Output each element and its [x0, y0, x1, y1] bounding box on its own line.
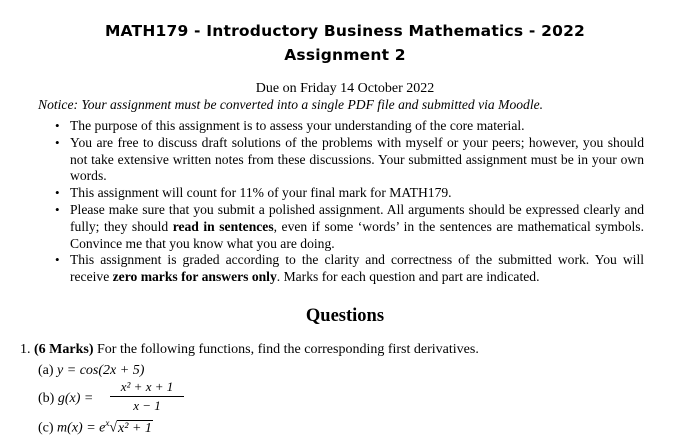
list-item: • Please make sure that you submit a polished assignment. All arguments should be expressed clearly and fully; they should read in sentences, even if some ‘words’ in the sentences are mathematical symbols. Convince me that you know what you are doing. — [55, 201, 644, 251]
part-lhs: m(x) = e — [57, 420, 106, 436]
part-b — [38, 391, 93, 407]
fraction-numerator: x² + x + 1 — [110, 379, 184, 397]
part-lhs: g(x) = — [57, 391, 94, 406]
instructions-list — [54, 118, 644, 286]
bullet-icon: • — [55, 185, 60, 201]
due-date: Due on Friday 14 October 2022 — [255, 81, 435, 96]
fraction — [110, 379, 184, 414]
list-item: • This assignment will count for 11% of your final mark for MATH179. — [55, 185, 452, 201]
radicand: x² + 1 — [118, 420, 152, 436]
emphasis-text: zero marks for answers only — [112, 269, 277, 285]
bullet-icon: • — [55, 134, 60, 150]
exponent: x — [105, 418, 110, 428]
bullet-icon: • — [55, 118, 60, 133]
part-c — [38, 418, 153, 437]
list-item: • This assignment is graded according to the clarity and correctness of the submitted work. You will receive zero marks for answers only. Marks for each question and part are indicated. — [55, 252, 644, 285]
question-marks: (6 Marks) — [34, 342, 94, 357]
assignment-title: Assignment 2 — [284, 46, 406, 64]
part-a — [38, 363, 144, 379]
course-title: MATH179 - Introductory Business Mathematics - 2022 — [104, 22, 586, 40]
sqrt-icon: √ — [109, 420, 118, 436]
question-number: 1. — [20, 342, 31, 357]
question-prompt: For the following functions, find the corresponding first derivatives. — [97, 342, 479, 357]
part-label: (c) — [38, 420, 54, 436]
list-item: • You are free to discuss draft solutions of the problems with myself or your peers; however, you should not take extensive written notes from these discussions. Your submitted assignment must be in your own words. — [55, 134, 644, 184]
question-1 — [20, 342, 479, 358]
bullet-icon: • — [55, 252, 60, 268]
notice: Notice: Your assignment must be converted into a single PDF file and submitted via Moodle. — [38, 97, 544, 112]
list-item: • The purpose of this assignment is to assess your understanding of the core material. — [55, 118, 525, 133]
part-label: (a) — [38, 363, 54, 378]
emphasis-text: read in sentences — [172, 218, 274, 234]
questions-heading: Questions — [305, 306, 385, 326]
bullet-icon: • — [55, 201, 60, 217]
part-expression: y = cos(2x + 5) — [57, 363, 145, 378]
fraction-denominator: x − 1 — [133, 398, 161, 413]
part-label: (b) — [38, 391, 55, 406]
